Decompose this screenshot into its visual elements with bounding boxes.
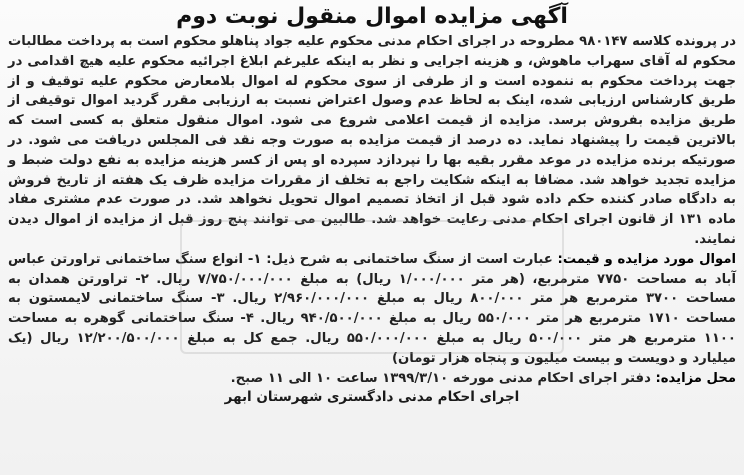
items-text: عبارت است از سنگ ساختمانی به شرح ذیل: ۱- انواع سنگ ساختمانی تراورتن عباس آباد به مساحت ۷۷۵۰ مترمربع، (هر متر ۱/۰۰۰/۰۰۰ ریال) به مبلغ ۷/۷۵۰/۰۰۰/۰۰۰ ریال. ۲- تراورتن همدان به مساحت ۳۷۰۰ مترمربع هر متر ۸۰۰/۰۰۰ ریال به مبلغ ۲/۹۶۰/۰۰۰/۰۰۰ ریال. ۳- سنگ ساختمانی لایمستون به مساحت ۱۷۱۰ مترمربع هر متر ۵۵۰/۰۰۰ ریال به مبلغ ۹۴۰/۵۰۰/۰۰۰ ریال. ۴- سنگ ساختمانی گوهره به مساحت ۱۱۰۰ مترمربع هر متر ۵۰۰/۰۰۰ ریال به مبلغ ۵۵۰/۰۰۰/۰۰۰ ریال. جمع کل به مبلغ ۱۲/۲۰۰/۵۰۰/۰۰۰ ریال (یک میلیارد و دویست و بیست میلیون و پنجاه هزار تومان) xyxy=(8,251,737,366)
items-paragraph xyxy=(8,250,736,369)
location-paragraph xyxy=(8,369,736,389)
intro-paragraph: در پرونده کلاسه ۹۸۰۱۴۷ مطروحه در اجرای احکام مدنی محکوم علیه جواد پناهلو محکوم است به پرداخت مطالبات محکوم له آقای سهراب ماهوش، و هزینه اجرایی و نظر به اینکه علیرغم ابلاغ اجرائیه محکوم علیه هیچ اقدامی در جهت پرداخت محکوم به ننموده است و از طرفی از سوی محکوم له اموال بلامعارض محکوم علیه توقیف و از طریق کارشناس ارزیابی شده، اینک به لحاظ عدم وصول اعتراض نسبت به ارزیابی مقرر گردید اموال توقیفی از طریق مزایده بفروش برسد. مزایده از قیمت اعلامی شروع می شود. اموال منقول متعلق به کسی است که بالاترین قیمت را پیشنهاد نماید. ده درصد از قیمت مزایده به صورت وجه نقد فی المجلس دریافت می شود. در صورتیکه برنده مزایده در موعد مقرر بقیه بها را نپردازد سپرده او پس از کسر هزینه مزایده به نفع دولت ضبط و مزایده تجدید خواهد شد. مضافا به اینکه شکایت راجع به تخلف از مقررات مزایده ظرف یک هفته از تاریخ فروش به دادگاه صادر کننده حکم داده شود قبل از اتخاذ تصمیم اموال تحویل نخواهد شد. در صورت عدم مشتری مفاد ماده ۱۳۱ از قانون اجرای احکام مدنی رعایت خواهد شد. طالبین می توانند پنج روز قبل از مزایده از اموال دیدن نمایند. xyxy=(8,34,736,247)
items-label: اموال مورد مزایده و قیمت: xyxy=(557,251,737,267)
location-label: محل مزایده: xyxy=(655,370,736,386)
issuer-signature: اجرای احکام مدنی دادگستری شهرستان ابهر xyxy=(224,389,520,406)
location-text: دفتر اجرای احکام مدنی مورخه ۱۳۹۹/۳/۱۰ ساعت ۱۰ الی ۱۱ صبح. xyxy=(230,370,651,386)
notice-title: آگهی مزایده اموال منقول نوبت دوم xyxy=(176,4,568,29)
